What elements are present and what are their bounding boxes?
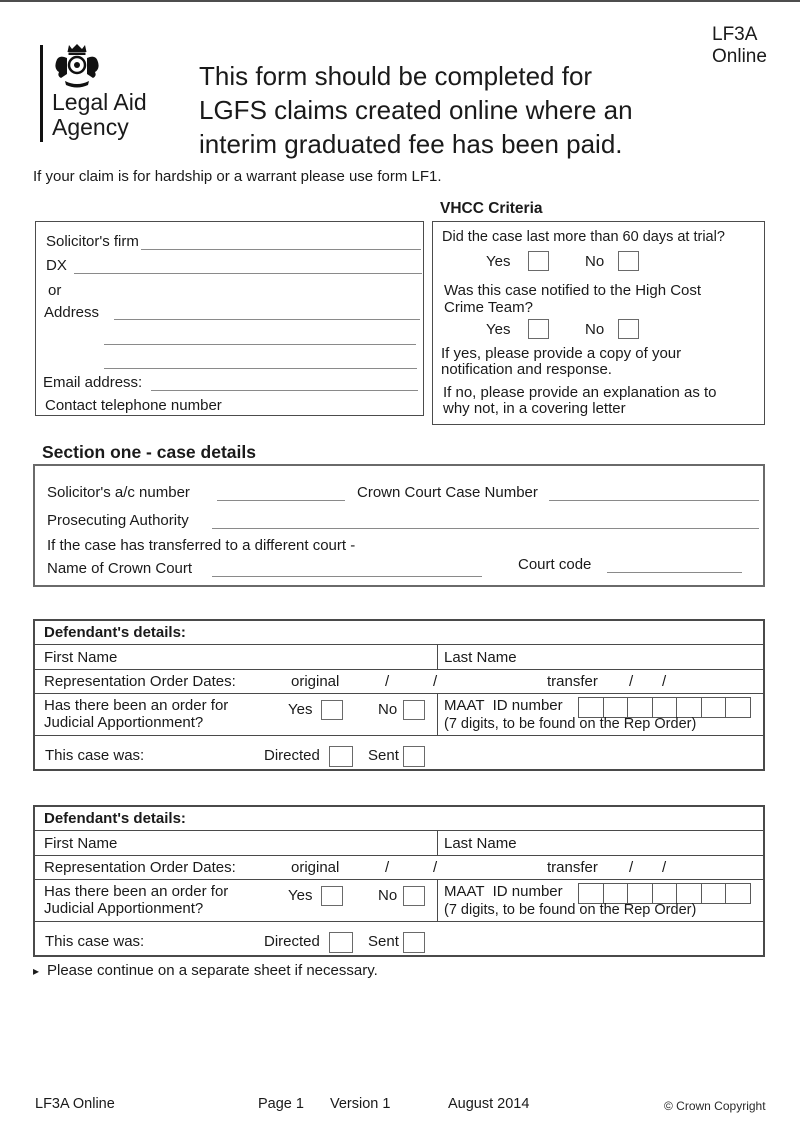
defendant1-judicial-yes-label: Yes <box>288 701 313 718</box>
defendant1-maat-note: (7 digits, to be found on the Rep Order) <box>444 716 697 732</box>
address-field-line2[interactable] <box>104 330 416 345</box>
maat-digit-cell[interactable] <box>701 697 727 718</box>
defendant-details-table-2 <box>33 805 765 957</box>
intro-note: If your claim is for hardship or a warrant please use form LF1. <box>33 168 442 185</box>
defendant2-original-date-separator1: / <box>385 859 390 876</box>
defendant2-judicial-divider <box>437 880 438 921</box>
defendant2-name-divider <box>437 831 438 855</box>
defendant1-rep-order-row <box>35 669 763 693</box>
defendant2-judicial-no-checkbox[interactable] <box>403 886 425 906</box>
defendant2-judicial-row <box>35 879 763 921</box>
defendant-details-table-1 <box>33 619 765 771</box>
defendant2-judicial-yes-label: Yes <box>288 887 313 904</box>
defendant2-sent-checkbox[interactable] <box>403 932 425 953</box>
maat-digit-cell[interactable] <box>676 697 702 718</box>
logo-divider-bar <box>40 45 43 142</box>
vhcc-q1-no-checkbox[interactable] <box>618 251 639 271</box>
section-one-heading: Section one - case details <box>42 442 256 462</box>
vhcc-q2-no-checkbox[interactable] <box>618 319 639 339</box>
contact-details-box <box>35 221 424 416</box>
phone-label: Contact telephone number <box>45 397 222 414</box>
defendant2-case-was-row <box>35 921 763 959</box>
maat-digit-cell[interactable] <box>725 883 751 904</box>
vhcc-if-yes-note-line2: notification and response. <box>441 361 612 378</box>
defendant2-sent-label: Sent <box>368 933 399 950</box>
defendant1-judicial-yes-checkbox[interactable] <box>321 700 343 720</box>
vhcc-q1-yes-label: Yes <box>486 253 511 270</box>
footer-form-code: LF3A Online <box>35 1096 115 1112</box>
footer-page-number: Page 1 <box>258 1096 304 1112</box>
dx-field[interactable] <box>74 259 422 274</box>
defendant2-rep-order-label: Representation Order Dates: <box>44 859 236 876</box>
prosecuting-authority-label: Prosecuting Authority <box>47 512 189 529</box>
defendant2-maat-note: (7 digits, to be found on the Rep Order) <box>444 902 697 918</box>
maat-digit-cell[interactable] <box>603 883 629 904</box>
crown-court-name-field[interactable] <box>212 562 482 577</box>
footer-copyright: © Crown Copyright <box>664 1099 766 1113</box>
defendant1-judicial-question-line2: Judicial Apportionment? <box>44 714 204 731</box>
solicitors-firm-label: Solicitor's firm <box>46 233 139 250</box>
defendant1-name-divider <box>437 645 438 669</box>
form-title <box>199 59 633 161</box>
defendant1-judicial-question-line1: Has there been an order for <box>44 697 229 714</box>
address-label: Address <box>44 304 100 321</box>
prosecuting-authority-field[interactable] <box>212 514 759 529</box>
footer-version: Version 1 <box>330 1096 391 1112</box>
defendant1-header-row <box>35 621 763 644</box>
defendant1-last-name-label: Last Name <box>444 649 517 666</box>
defendant2-transfer-label: transfer <box>547 859 598 876</box>
vhcc-q2-no-label: No <box>585 321 605 338</box>
defendant2-name-row <box>35 830 763 855</box>
maat-digit-cell[interactable] <box>578 697 604 718</box>
vhcc-question2-line2: Crime Team? <box>444 299 533 316</box>
defendant1-directed-checkbox[interactable] <box>329 746 353 767</box>
transfer-note: If the case has transferred to a different court - <box>47 537 356 554</box>
defendant1-transfer-date-separator2: / <box>662 673 667 690</box>
defendant1-rep-order-label: Representation Order Dates: <box>44 673 236 690</box>
defendant2-original-date-separator2: / <box>433 859 438 876</box>
defendant1-maat-label: MAAT ID number <box>444 697 563 714</box>
defendant1-sent-label: Sent <box>368 747 399 764</box>
crown-court-name-label: Name of Crown Court <box>47 560 193 577</box>
defendant1-transfer-date-separator1: / <box>629 673 634 690</box>
defendant2-last-name-label: Last Name <box>444 835 517 852</box>
logo-name-line2: Agency <box>52 114 129 140</box>
vhcc-q2-yes-label: Yes <box>486 321 511 338</box>
vhcc-question2-line1: Was this case notified to the High Cost <box>444 282 702 299</box>
continue-note: Please continue on a separate sheet if necessary. <box>47 962 378 979</box>
vhcc-q1-yes-checkbox[interactable] <box>528 251 549 271</box>
defendant1-sent-checkbox[interactable] <box>403 746 425 767</box>
solicitors-firm-field[interactable] <box>141 235 421 250</box>
form-code <box>712 24 767 68</box>
defendant2-directed-checkbox[interactable] <box>329 932 353 953</box>
agency-logo-name <box>52 90 147 140</box>
defendant1-judicial-row <box>35 693 763 735</box>
defendant1-first-name-label: First Name <box>44 649 118 666</box>
or-label: or <box>48 282 62 299</box>
address-field-line3[interactable] <box>104 354 417 369</box>
defendant2-heading: Defendant's details: <box>44 810 186 827</box>
maat-digit-cell[interactable] <box>701 883 727 904</box>
defendant1-case-was-label: This case was: <box>45 747 145 764</box>
form-title-line3: interim graduated fee has been paid. <box>199 129 623 159</box>
defendant1-name-row <box>35 644 763 669</box>
defendant2-transfer-date-separator1: / <box>629 859 634 876</box>
form-code-line1: LF3A <box>712 24 758 45</box>
defendant1-directed-label: Directed <box>264 747 320 764</box>
defendant2-header-row <box>35 807 763 830</box>
dx-label: DX <box>46 257 67 274</box>
defendant2-judicial-no-label: No <box>378 887 398 904</box>
form-title-line1: This form should be completed for <box>199 61 593 91</box>
section-one-box <box>33 464 765 587</box>
vhcc-q1-no-label: No <box>585 253 605 270</box>
maat-digit-cell[interactable] <box>676 883 702 904</box>
email-field[interactable] <box>151 376 418 391</box>
defendant2-judicial-question-line2: Judicial Apportionment? <box>44 900 204 917</box>
maat-digit-cell[interactable] <box>603 697 629 718</box>
vhcc-q2-yes-checkbox[interactable] <box>528 319 549 339</box>
court-code-label: Court code <box>518 556 592 573</box>
defendant1-original-date-separator1: / <box>385 673 390 690</box>
form-title-line2: LGFS claims created online where an <box>199 95 633 125</box>
maat-digit-cell[interactable] <box>578 883 604 904</box>
defendant1-judicial-no-label: No <box>378 701 398 718</box>
maat-digit-cell[interactable] <box>652 697 678 718</box>
defendant1-transfer-label: transfer <box>547 673 598 690</box>
maat-digit-cell[interactable] <box>627 883 653 904</box>
vhcc-if-yes-note-line1: If yes, please provide a copy of your <box>441 345 682 362</box>
defendant1-case-was-row <box>35 735 763 773</box>
defendant2-original-label: original <box>291 859 340 876</box>
defendant1-maat-id-field[interactable] <box>578 697 751 718</box>
crown-court-case-label: Crown Court Case Number <box>357 484 538 501</box>
defendant1-original-date-separator2: / <box>433 673 438 690</box>
defendant1-heading: Defendant's details: <box>44 624 186 641</box>
defendant1-original-label: original <box>291 673 340 690</box>
form-code-line2: Online <box>712 46 767 67</box>
defendant2-case-was-label: This case was: <box>45 933 145 950</box>
defendant1-judicial-no-checkbox[interactable] <box>403 700 425 720</box>
continue-marker-icon: ▸ <box>33 964 40 978</box>
vhcc-heading: VHCC Criteria <box>440 200 543 217</box>
solicitor-ac-field[interactable] <box>217 486 345 501</box>
footer-date: August 2014 <box>448 1096 530 1112</box>
email-label: Email address: <box>43 374 143 391</box>
defendant1-judicial-divider <box>437 694 438 735</box>
defendant2-transfer-date-separator2: / <box>662 859 667 876</box>
maat-digit-cell[interactable] <box>627 697 653 718</box>
defendant2-judicial-yes-checkbox[interactable] <box>321 886 343 906</box>
solicitor-ac-label: Solicitor's a/c number <box>47 484 190 501</box>
vhcc-if-no-note-line1: If no, please provide an explanation as to <box>443 384 717 401</box>
address-field-line1[interactable] <box>114 305 420 320</box>
maat-digit-cell[interactable] <box>652 883 678 904</box>
royal-crest-icon <box>53 43 101 94</box>
vhcc-if-no-note-line2: why not, in a covering letter <box>443 400 626 417</box>
defendant2-judicial-question-line1: Has there been an order for <box>44 883 229 900</box>
logo-name-line1: Legal Aid <box>52 89 147 115</box>
crown-court-case-field[interactable] <box>549 486 759 501</box>
defendant2-maat-label: MAAT ID number <box>444 883 563 900</box>
defendant2-directed-label: Directed <box>264 933 320 950</box>
defendant2-rep-order-row <box>35 855 763 879</box>
defendant2-maat-id-field[interactable] <box>578 883 751 904</box>
maat-digit-cell[interactable] <box>725 697 751 718</box>
defendant2-first-name-label: First Name <box>44 835 118 852</box>
court-code-field[interactable] <box>607 558 742 573</box>
vhcc-question1: Did the case last more than 60 days at trial? <box>442 229 725 245</box>
vhcc-criteria-box <box>432 221 765 425</box>
